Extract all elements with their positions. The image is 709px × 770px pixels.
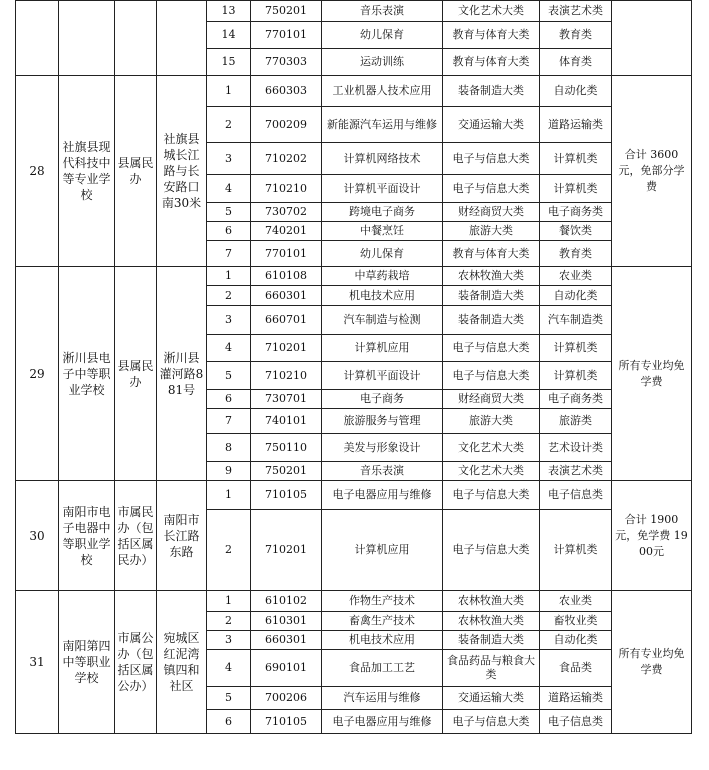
major-index: 5 — [207, 362, 251, 390]
major-index: 3 — [207, 631, 251, 650]
major-category: 交通运输大类 — [443, 687, 540, 710]
school-fee: 合计 3600元，免部分学费 — [612, 76, 692, 267]
school-fee: 所有专业均免学费 — [612, 591, 692, 734]
major-code: 710202 — [251, 143, 322, 175]
major-category: 电子与信息大类 — [443, 481, 540, 510]
major-index: 6 — [207, 222, 251, 241]
major-code: 660701 — [251, 306, 322, 335]
school-number: 31 — [16, 591, 59, 734]
major-subcategory: 自动化类 — [540, 631, 612, 650]
major-name: 美发与形象设计 — [322, 434, 443, 462]
major-name: 旅游服务与管理 — [322, 409, 443, 434]
major-subcategory: 计算机类 — [540, 335, 612, 362]
major-subcategory: 道路运输类 — [540, 107, 612, 143]
major-index: 2 — [207, 510, 251, 591]
major-category: 装备制造大类 — [443, 631, 540, 650]
major-subcategory: 电子信息类 — [540, 710, 612, 734]
major-category: 旅游大类 — [443, 222, 540, 241]
major-category: 装备制造大类 — [443, 286, 540, 306]
major-category: 电子与信息大类 — [443, 362, 540, 390]
major-category: 农林牧渔大类 — [443, 612, 540, 631]
major-name: 计算机应用 — [322, 335, 443, 362]
school-type — [115, 1, 157, 76]
school-fee — [612, 1, 692, 76]
major-code: 710105 — [251, 481, 322, 510]
table-row — [16, 481, 692, 510]
major-category: 教育与体育大类 — [443, 22, 540, 49]
school-majors-table — [15, 0, 692, 734]
major-subcategory: 计算机类 — [540, 510, 612, 591]
major-name: 中草药栽培 — [322, 267, 443, 286]
major-category: 装备制造大类 — [443, 76, 540, 107]
major-subcategory: 计算机类 — [540, 362, 612, 390]
major-category: 农林牧渔大类 — [443, 267, 540, 286]
major-name: 机电技术应用 — [322, 286, 443, 306]
major-category: 农林牧渔大类 — [443, 591, 540, 612]
major-category: 食品药品与粮食大类 — [443, 650, 540, 687]
major-index: 1 — [207, 481, 251, 510]
major-name: 电子电器应用与维修 — [322, 481, 443, 510]
major-name: 计算机网络技术 — [322, 143, 443, 175]
school-address: 南阳市长江路东路 — [157, 481, 207, 591]
major-name: 工业机器人技术应用 — [322, 76, 443, 107]
major-category: 财经商贸大类 — [443, 390, 540, 409]
school-address: 社旗县城长江路与长安路口南30米 — [157, 76, 207, 267]
major-category: 电子与信息大类 — [443, 710, 540, 734]
school-name — [59, 1, 115, 76]
major-subcategory: 农业类 — [540, 591, 612, 612]
major-code: 710201 — [251, 510, 322, 591]
major-subcategory: 食品类 — [540, 650, 612, 687]
major-name: 中餐烹饪 — [322, 222, 443, 241]
major-code: 740101 — [251, 409, 322, 434]
major-index: 14 — [207, 22, 251, 49]
major-index: 1 — [207, 591, 251, 612]
major-code: 710105 — [251, 710, 322, 734]
school-number: 30 — [16, 481, 59, 591]
major-category: 文化艺术大类 — [443, 462, 540, 481]
major-code: 770303 — [251, 49, 322, 76]
major-subcategory: 教育类 — [540, 22, 612, 49]
school-address — [157, 1, 207, 76]
major-name: 计算机应用 — [322, 510, 443, 591]
major-category: 电子与信息大类 — [443, 510, 540, 591]
table-row — [16, 1, 692, 22]
major-subcategory: 农业类 — [540, 267, 612, 286]
major-index: 4 — [207, 175, 251, 203]
major-name: 汽车制造与检测 — [322, 306, 443, 335]
major-index: 15 — [207, 49, 251, 76]
major-index: 3 — [207, 306, 251, 335]
table-row — [16, 76, 692, 107]
major-category: 电子与信息大类 — [443, 143, 540, 175]
major-code: 660303 — [251, 76, 322, 107]
major-code: 750110 — [251, 434, 322, 462]
major-subcategory: 表演艺术类 — [540, 1, 612, 22]
major-code: 710210 — [251, 175, 322, 203]
school-type: 市属公办（包括区属公办） — [115, 591, 157, 734]
major-code: 700209 — [251, 107, 322, 143]
school-fee: 所有专业均免学费 — [612, 267, 692, 481]
major-name: 计算机平面设计 — [322, 362, 443, 390]
major-code: 710201 — [251, 335, 322, 362]
table-row — [16, 267, 692, 286]
school-type: 县属民办 — [115, 267, 157, 481]
major-category: 教育与体育大类 — [443, 241, 540, 267]
major-index: 6 — [207, 390, 251, 409]
major-index: 3 — [207, 143, 251, 175]
major-name: 跨境电子商务 — [322, 203, 443, 222]
major-code: 610301 — [251, 612, 322, 631]
major-subcategory: 餐饮类 — [540, 222, 612, 241]
major-index: 7 — [207, 409, 251, 434]
major-index: 7 — [207, 241, 251, 267]
major-subcategory: 电子商务类 — [540, 390, 612, 409]
major-category: 装备制造大类 — [443, 306, 540, 335]
major-name: 电子电器应用与维修 — [322, 710, 443, 734]
major-code: 750201 — [251, 1, 322, 22]
major-code: 730701 — [251, 390, 322, 409]
school-number: 29 — [16, 267, 59, 481]
major-code: 610108 — [251, 267, 322, 286]
major-subcategory: 自动化类 — [540, 76, 612, 107]
major-code: 690101 — [251, 650, 322, 687]
major-name: 食品加工工艺 — [322, 650, 443, 687]
major-code: 770101 — [251, 22, 322, 49]
major-subcategory: 表演艺术类 — [540, 462, 612, 481]
school-name: 淅川县电子中等职业学校 — [59, 267, 115, 481]
major-code: 750201 — [251, 462, 322, 481]
major-code: 740201 — [251, 222, 322, 241]
major-code: 660301 — [251, 286, 322, 306]
major-subcategory: 旅游类 — [540, 409, 612, 434]
major-index: 9 — [207, 462, 251, 481]
major-subcategory: 电子信息类 — [540, 481, 612, 510]
major-index: 5 — [207, 687, 251, 710]
school-name: 南阳第四中等职业学校 — [59, 591, 115, 734]
table-row — [16, 591, 692, 612]
major-index: 1 — [207, 76, 251, 107]
major-name: 畜禽生产技术 — [322, 612, 443, 631]
major-index: 2 — [207, 286, 251, 306]
major-name: 运动训练 — [322, 49, 443, 76]
major-index: 8 — [207, 434, 251, 462]
major-name: 幼儿保育 — [322, 241, 443, 267]
school-address: 宛城区红泥湾镇四和社区 — [157, 591, 207, 734]
major-name: 新能源汽车运用与维修 — [322, 107, 443, 143]
school-number — [16, 1, 59, 76]
major-subcategory: 电子商务类 — [540, 203, 612, 222]
major-subcategory: 畜牧业类 — [540, 612, 612, 631]
major-code: 770101 — [251, 241, 322, 267]
major-category: 电子与信息大类 — [443, 175, 540, 203]
school-type: 市属民办（包括区属民办） — [115, 481, 157, 591]
major-code: 660301 — [251, 631, 322, 650]
major-category: 文化艺术大类 — [443, 434, 540, 462]
major-subcategory: 计算机类 — [540, 175, 612, 203]
major-index: 6 — [207, 710, 251, 734]
major-code: 730702 — [251, 203, 322, 222]
major-code: 710210 — [251, 362, 322, 390]
major-name: 电子商务 — [322, 390, 443, 409]
major-category: 旅游大类 — [443, 409, 540, 434]
major-index: 4 — [207, 335, 251, 362]
major-index: 1 — [207, 267, 251, 286]
major-code: 700206 — [251, 687, 322, 710]
major-subcategory: 艺术设计类 — [540, 434, 612, 462]
major-code: 610102 — [251, 591, 322, 612]
school-name: 社旗县现代科技中等专业学校 — [59, 76, 115, 267]
school-type: 县属民办 — [115, 76, 157, 267]
major-name: 机电技术应用 — [322, 631, 443, 650]
major-subcategory: 道路运输类 — [540, 687, 612, 710]
major-category: 财经商贸大类 — [443, 203, 540, 222]
major-name: 汽车运用与维修 — [322, 687, 443, 710]
major-category: 交通运输大类 — [443, 107, 540, 143]
school-number: 28 — [16, 76, 59, 267]
major-category: 文化艺术大类 — [443, 1, 540, 22]
major-index: 4 — [207, 650, 251, 687]
major-subcategory: 自动化类 — [540, 286, 612, 306]
major-name: 作物生产技术 — [322, 591, 443, 612]
major-index: 13 — [207, 1, 251, 22]
school-address: 淅川县灌河路881号 — [157, 267, 207, 481]
school-fee: 合计 1900元，免学费 1900元 — [612, 481, 692, 591]
major-subcategory: 汽车制造类 — [540, 306, 612, 335]
major-category: 电子与信息大类 — [443, 335, 540, 362]
major-category: 教育与体育大类 — [443, 49, 540, 76]
major-subcategory: 体育类 — [540, 49, 612, 76]
major-name: 音乐表演 — [322, 1, 443, 22]
major-name: 音乐表演 — [322, 462, 443, 481]
major-name: 幼儿保育 — [322, 22, 443, 49]
major-index: 2 — [207, 612, 251, 631]
major-subcategory: 教育类 — [540, 241, 612, 267]
major-subcategory: 计算机类 — [540, 143, 612, 175]
school-name: 南阳市电子电器中等职业学校 — [59, 481, 115, 591]
major-name: 计算机平面设计 — [322, 175, 443, 203]
major-index: 2 — [207, 107, 251, 143]
major-index: 5 — [207, 203, 251, 222]
